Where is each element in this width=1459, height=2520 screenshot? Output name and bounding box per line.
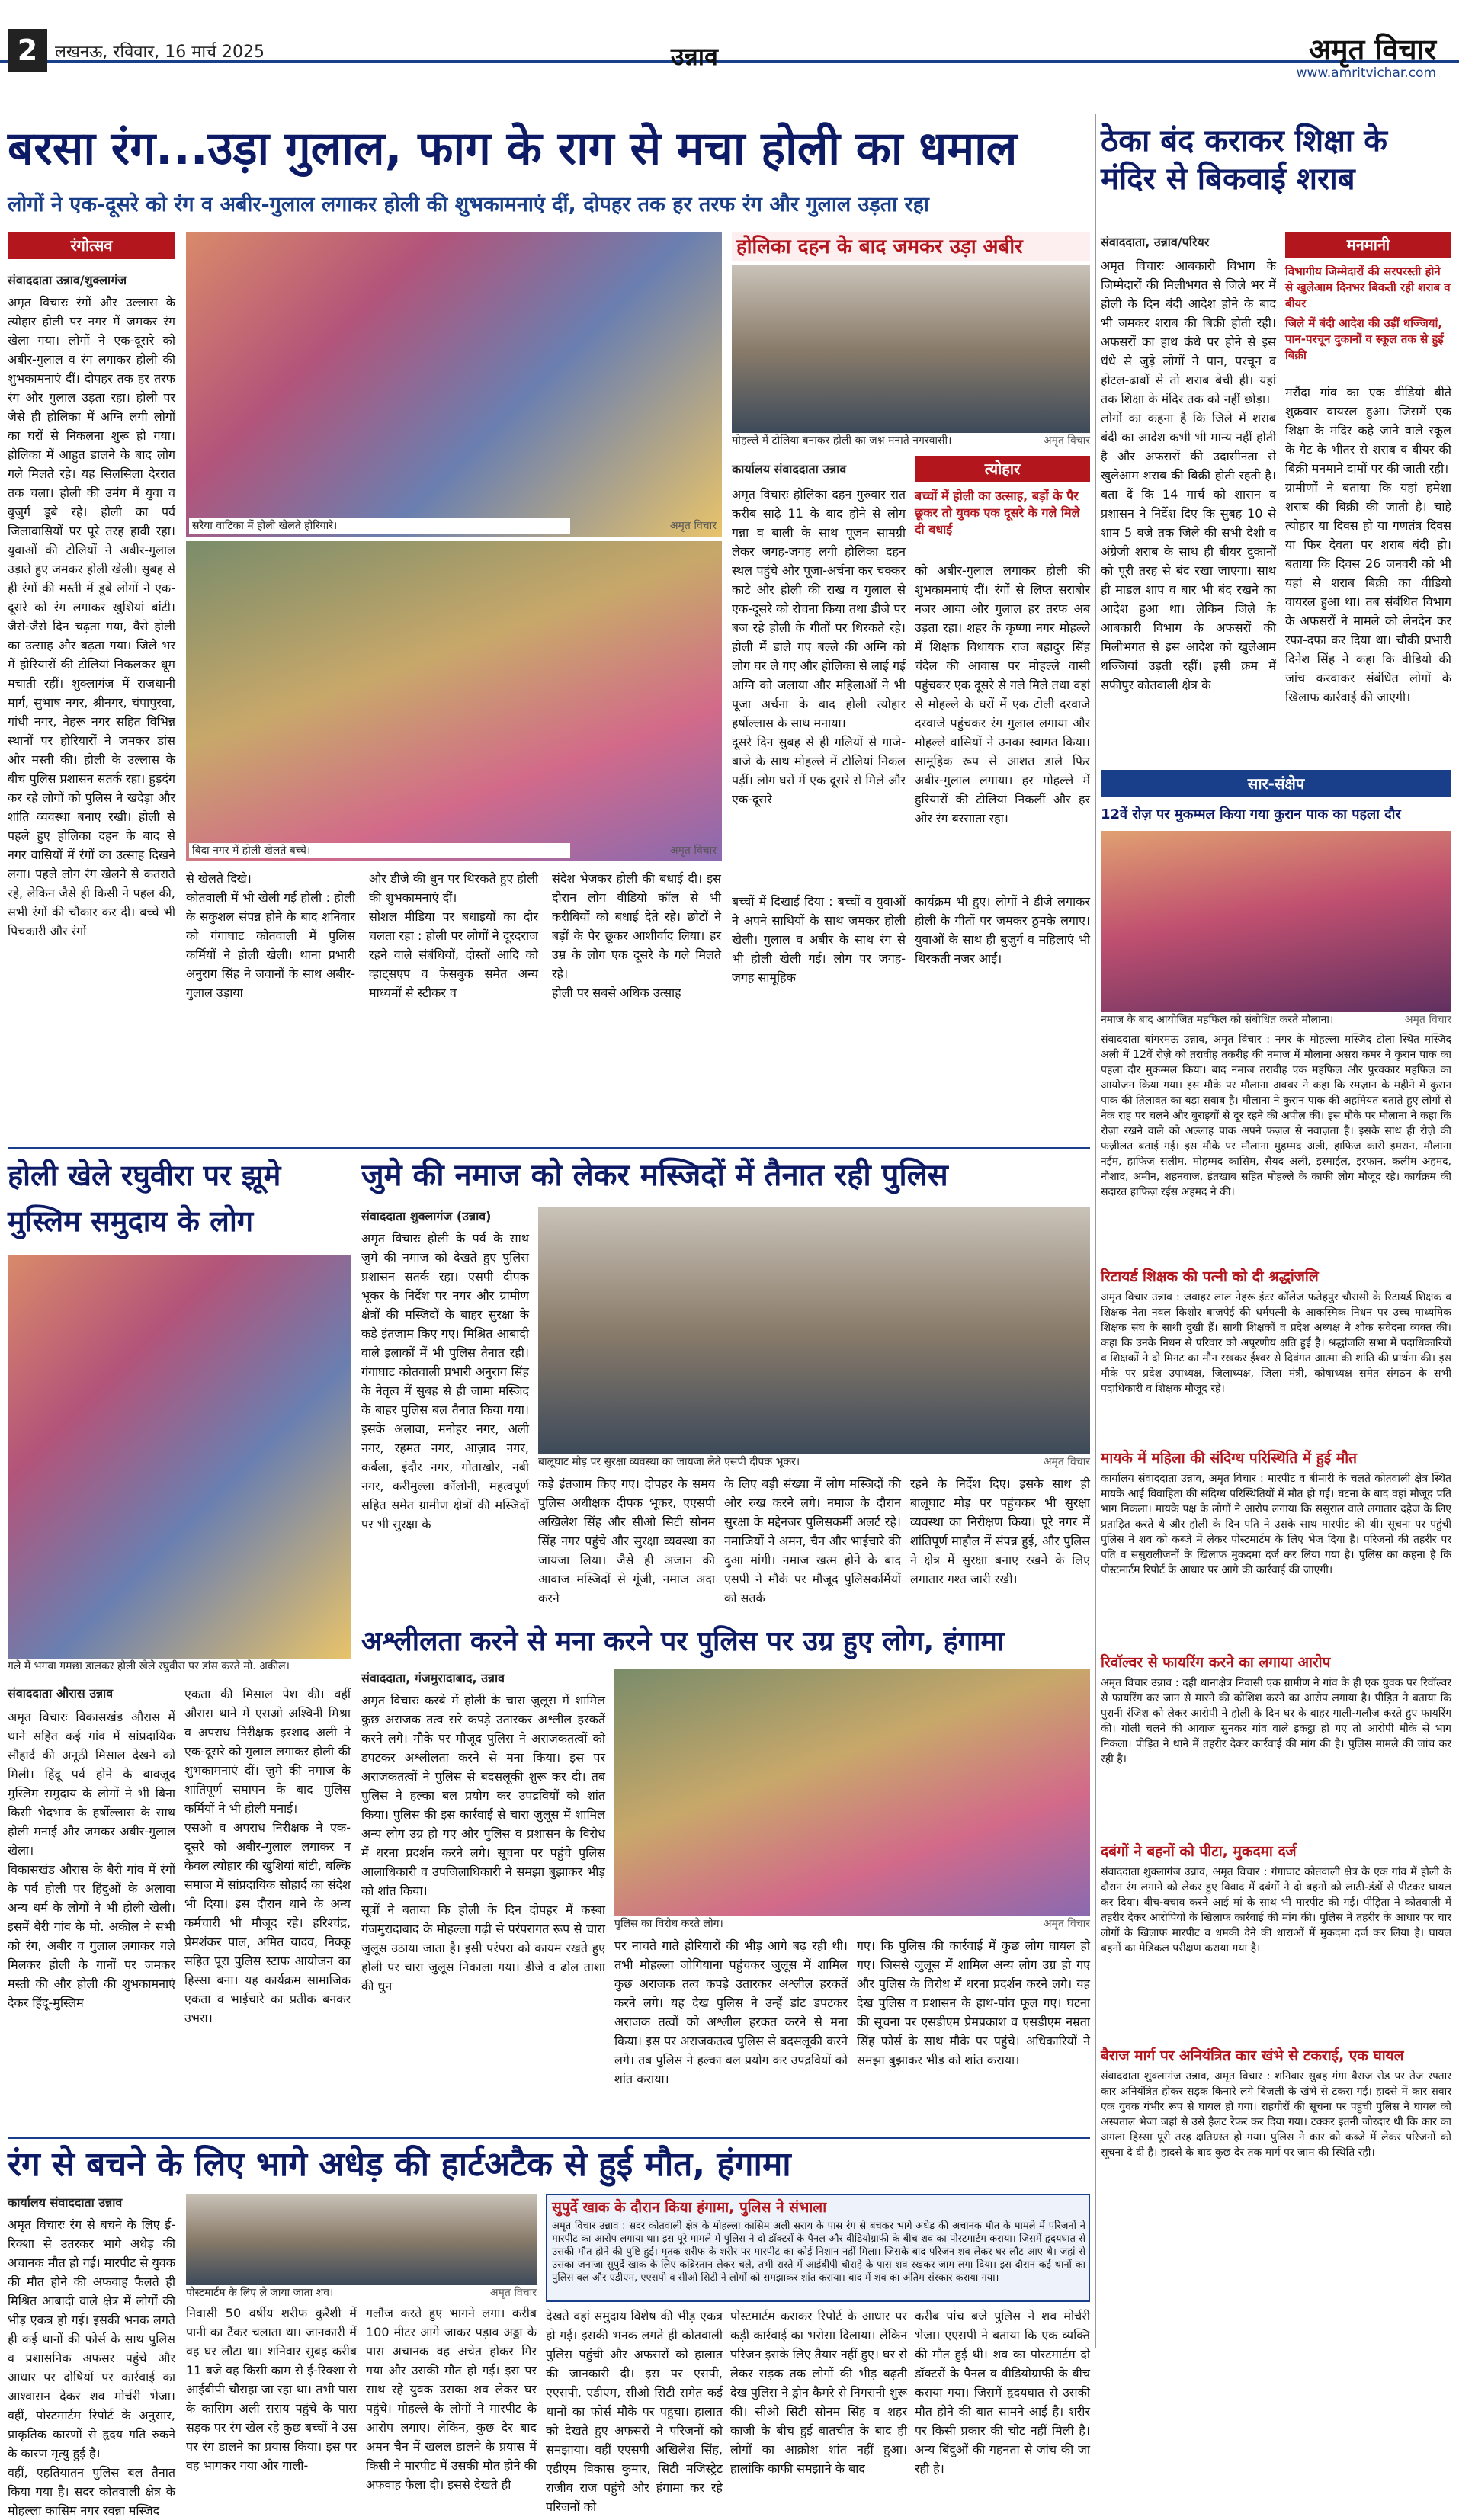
theka-tag: मनमानी — [1285, 232, 1451, 258]
section-divider — [8, 1147, 1090, 1149]
lead-byline: संवाददाता उन्नाव/शुक्लागंज — [8, 273, 127, 287]
saar-item-5-body: संवाददाता शुक्लागंज उन्नाव, अमृत विचार : गंगाघाट कोतवाली क्षेत्र के एक गांव में होली के दौरान रंग लगाने को लेकर हुए विवाद में दबंगों ने दो बहनों को लाठी-डंडों से पीटकर घायल कर दिया। बीच-बचाव करने आई मां के साथ भी मारपीट की गई। पीड़िता ने कोतवाली में तहरीर देकर आरोपियों के खिलाफ कार्रवाई की मांग की। पुलिस ने तहरीर के आधार पर चार लोगों के खिलाफ मारपीट व धमकी देने की धाराओं में मुकदमा दर्ज कर लिया है। घायल बहनों का मेडिकल परीक्षण कराया गया है। — [1101, 1866, 1451, 1954]
jume-col-4: रहने के निर्देश दिए। इसके साथ ही बालूघाट मोड़ पर पहुंचकर भी सुरक्षा व्यवस्था का निरीक्षण किया। पूरे नगर में शांतिपूर्ण माहौल में संपन्न हुई, और पुलिस ने क्षेत्र में सुरक्षा बनाए रखने के लिए लगातार गश्त जारी रखी। — [910, 1476, 1090, 1586]
theka-point-1: विभागीय जिम्मेदारों की सरपरस्ती होने से खुलेआम दिनभर बिकती रही शराब व बीयर — [1285, 265, 1451, 310]
heart-col-3: गलौज करते हुए भागने लगा। करीब 100 मीटर आगे जाकर पड़ाव अड्डा के पास अचानक वह अचेत होकर गिर गया और उसकी मौत हो गई। इस पर साथ रहे युवक उसका शव लेकर घर पहुंचे। मोहल्ले के लोगों ने मारपीट के आरोप लगाए। लेकिन, कुछ देर बाद अमन चैन में खलल डालने के प्रयास में किसी ने मारपीट में उसकी मौत होने की अफवाह फैला दी। इससे देखते ही — [366, 2306, 537, 2492]
heart-col-5: पोस्टमार्टम कराकर रिपोर्ट के आधार पर कड़ी कार्रवाई का भरोसा दिलाया। लेकिन परिजन इसके लिए तैयार नहीं हुए। घर से लेकर सड़क तक लोगों की भीड़ बढ़ती देख पुलिस ने ड्रोन कैमरे से निगरानी शुरू की। सीओ सिटी सोनम सिंह व शहर काजी के बीच हुई बातचीत के बाद ही लोगों का आक्रोश शांत नहीं हुआ। हालांकि काफी समझाने के बाद — [730, 2309, 907, 2476]
jume-col-3: के लिए बड़ी संख्या में लोग मस्जिदों की ओर रुख करने लगे। नमाज के दौरान सुरक्षा के मद्देनजर पुलिसकर्मी अलर्ट रहे। नमाजियों ने अमन, चैन और भाईचारे की दुआ मांगी। नमाज खत्म होने के बाद एसपी ने मौके पर मौजूद पुलिसकर्मियों को सतर्क — [724, 1476, 901, 1605]
section-divider — [8, 2137, 1090, 2139]
saar-item-4-headline: रिवॉल्वर से फायरिंग करने का लगाया आरोप — [1101, 1654, 1331, 1671]
theka-body: अमृत विचारः आबकारी विभाग के जिम्मेदारों की मिलीभगत से जिले भर में होली के दिन बंदी आदेश होने के बाद भी जमकर शराब की बिक्री होती रही। अफसरों का हाथ कंधे पर होने से इस धंधे से जुड़े लोगों ने पान, परचून व होटल-ढाबों से तो शराब बेची ही। यहां तक शिक्षा के मंदिर तक को नहीं छोड़ा। लोगों का कहना है कि जिले में शराब बंदी का आदेश कभी भी मान्य नहीं होती है और अफसरों की उदासीनता से खुलेआम शराब की बिक्री होती रहती है। बता दें कि 14 मार्च को शासन व प्रशासन ने निर्देश दिए कि सुबह 10 से शाम 5 बजे तक जिले की सभी देशी व अंग्रेजी शराब के साथ ही बीयर दुकानों को पूरी तरह से बंद रखा जाएगा। साथ ही माडल शाप व बार भी बंद रखने का आदेश हुआ था। लेकिन जिले के आबकारी विभाग के अफसरों की मिलीभगत से इस आदेश को खुलेआम धज्जियां उड़ती रहीं। इसी क्रम में सफीपुर कोतवाली क्षेत्र के — [1101, 258, 1276, 692]
theka-byline: संवाददाता, उन्नाव/परियर — [1101, 235, 1210, 249]
raghuveera-byline: संवाददाता औरास उन्नाव — [8, 1686, 114, 1701]
saar-item-1-headline: 12वें रोज़ पर मुकम्मल किया गया कुरान पाक का पहला दौर — [1101, 806, 1401, 822]
ashleel-photo-caption: पुलिस का विरोध करते लोग। — [614, 1916, 919, 1932]
jume-body: अमृत विचारः होली के पर्व के साथ जुमे की नमाज को देखते हुए पुलिस प्रशासन सतर्क रहा। एसपी दीपक भूकर के निर्देश पर नगर और ग्रामीण क्षेत्रों की मस्जिदों के बाहर सुरक्षा के कड़े इंतजाम किए गए। मिश्रित आबादी वाले इलाकों में भी पुलिस तैनात रही। गंगाघाट कोतवाली प्रभारी अनुराग सिंह के नेतृत्व में सुबह से ही जामा मस्जिद के बाहर पुलिस बल तैनात किया गया। इसके अलावा, मनोहर नगर, अली नगर, रहमत नगर, आज़ाद नगर, कर्बला, इंदौर नगर, गोताखोर, नबी नगर, करीमुल्ला कॉलोनी, महत्वपूर्ण सहित समेत ग्रामीण क्षेत्रों की मस्जिदों पर भी सुरक्षा के — [361, 1231, 529, 1531]
saar-item-3-body: कार्यालय संवाददाता उन्नाव, अमृत विचार : मारपीट व बीमारी के चलते कोतवाली क्षेत्र स्थित मायके आई विवाहिता की संदिग्ध परिस्थितियों में मौत हो गई। घटना के बाद वहां मौजूद पति भाग निकला। मायके पक्ष के लोगों ने आरोप लगाया कि ससुराल वाले लगातार दहेज के लिए प्रताड़ित करते थे और होली के दिन पति ने उसके साथ मारपीट की थी। सूचना पर पहुंची पुलिस ने शव को कब्जे में लेकर पोस्टमार्टम के लिए भेज दिया है। परिजनों की तहरीर पर पति व ससुरालीजनों के खिलाफ मुकदमा दर्ज कर लिया गया है। पुलिस का कहना है कि पोस्टमार्टम रिपोर्ट के आधार पर आगे की कार्रवाई की जाएगी। — [1101, 1473, 1451, 1576]
saar-item-3-headline: मायके में महिला की संदिग्ध परिस्थिति में हुई मौत — [1101, 1450, 1357, 1467]
saar-item-2-headline: रिटायर्ड शिक्षक की पत्नी को दी श्रद्धांजलि — [1101, 1268, 1319, 1285]
lead-col-2: से खेलते दिखे। कोतवाली में भी खेली गई होली : होली के सकुशल संपन्न होने के बाद शनिवार को गंगाघाट कोतवाली में पुलिस कर्मियों ने होली खेली। थाना प्रभारी अनुराग सिंह ने जवानों के साथ अबीर-गुलाल उड़ाया — [186, 871, 355, 1000]
raghuveera-headline: होली खेले रघुवीरा पर झूमे मुस्लिम समुदाय के लोग — [8, 1159, 281, 1238]
saar-item-6-body: संवाददाता शुक्लागंज उन्नाव, अमृत विचार : शनिवार सुबह गंगा बैराज रोड पर तेज रफ्तार कार अनियंत्रित होकर सड़क किनारे लगे बिजली के खंभे से टकरा गई। हादसे में कार सवार एक युवक गंभीर रूप से घायल हो गया। राहगीरों की सूचना पर पहुंची पुलिस ने घायल को अस्पताल भेजा जहां से उसे हैलट रेफर कर दिया गया। टक्कर इतनी जोरदार थी कि कार का अगला हिस्सा पूरी तरह क्षतिग्रस्त हो गया। पुलिस ने कार को कब्जे में लेकर परिजनों को सूचना दे दी है। हादसे के बाद कुछ देर तक मार्ग पर जाम की स्थिति रही। — [1101, 2070, 1451, 2159]
jume-photo-caption: बालूघाट मोड़ पर सुरक्षा व्यवस्था का जायजा लेते एसपी दीपक भूकर। — [538, 1454, 950, 1470]
ashleel-col-2: पर नाचते गाते होरियारों की भीड़ आगे बढ़ रही थी। तभी मोहल्ला जोगियाना पहुंचकर जुलूस में शामिल कुछ अराजक तत्व कपड़े उतारकर अश्लील हरकतें करने लगे। यह देख पुलिस ने उन्हें डांट डपटकर अराजक तत्वों को अश्लील हरकत करने से मना किया। इस पर अराजकतत्व पुलिस से बदसलूकी करने लगे। तब पुलिस ने हल्का बल प्रयोग कर उपद्रवियों को शांत कराया। — [614, 1938, 848, 2086]
raghuveera-col-1: अमृत विचारः विकासखंड औरास में थाने सहित कई गांव में सांप्रदायिक सौहार्द की अनूठी मिसाल देखने को मिली। हिंदू पर्व होने के बावजूद मुस्लिम समुदाय के लोगों ने भी बिना किसी भेदभाव के हर्षोल्लास के साथ होली मनाई और जमकर अबीर-गुलाल खेला। विकासखंड औरास के बैरी गांव में रंगों के पर्व होली पर हिंदुओं के अलावा अन्य धर्म के लोगों ने भी होली खेली। इसमें बैरी गांव के मो. अकील ने सभी को रंग, अबीर व गुलाल लगाकर गले मिलकर होली के गानों पर जमकर मस्ती की और होली की शुभकामनाएं देकर हिंदू-मुस्लिम — [8, 1710, 175, 2010]
holika-col-1: अमृत विचारः होलिका दहन गुरुवार रात करीब साढ़े 11 के बाद होने से लोग गन्ना व बाली के साथ पूजन सामग्री लेकर जगह-जगह लगी होलिका दहन स्थल पहुंचे और पूजा-अर्चना कर चक्कर काटे और होली की राख व गुलाल से एक-दूसरे को रोचना किया तथा डीजे पर बज रहे होली के गीतों पर थिरकते रहे। होली में डाले गए बल्ले की अग्नि को लोग घर ले गए और होलिका से लाई गई अग्नि को जलाया और महिलाओं ने भी पूजा अर्चना के बाद होली त्योहार हर्षोल्लास के साथ मनाया। दूसरे दिन सुबह से ही गलियों से गाजे-बाजे के साथ मोहल्ले में टोलियां निकल पड़ीं। लोग घरों में एक दूसरे से मिले और एक-दूसरे — [732, 487, 906, 806]
saar-item-6-headline: बैराज मार्ग पर अनियंत्रित कार खंभे से टकराई, एक घायल — [1101, 2047, 1404, 2064]
ashleel-col-3: गए। कि पुलिस की कार्रवाई में कुछ लोग घायल हो गए। जिससे जुलूस में शामिल अन्य लोग उग्र हो गए और पुलिस के विरोध में धरना प्रदर्शन करने लगे। यह देख पुलिस व प्रशासन के हाथ-पांव फूल गए। घटना की सूचना पर एसडीएम प्रेमप्रकाश व एसडीएम नम्रता सिंह फोर्स के साथ मौके पर पहुंचे। अधिकारियों ने समझा बुझाकर भीड़ को शांत कराया। — [857, 1938, 1090, 2067]
saar-item-1-credit: अमृत विचार — [1404, 1014, 1451, 1026]
raghuveera-photo-caption: गले में भगवा गमछा डालकर होली खेले रघुवीरा पर डांस करते मो. अकील। — [8, 1659, 351, 1674]
saar-item-1-photo — [1101, 831, 1451, 1012]
lead-photo-1-credit: अमृत विचार — [669, 520, 717, 532]
holika-pullquote: बच्चों में होली का उत्साह, बड़ों के पैर छूकर तो युवक एक दूसरे के गले मिले दी बधाई — [915, 489, 1080, 537]
heart-photo-credit: अमृत विचार — [489, 2287, 537, 2299]
holika-photo-caption: मोहल्ले में टोलिया बनाकर होली का जश्न मनाते नगरवासी। — [732, 433, 991, 448]
jume-byline: संवाददाता शुक्लागंज (उन्नाव) — [361, 1209, 492, 1223]
holika-col-4: कार्यक्रम भी हुए। लोगों ने डीजे लगाकर होली के गीतों पर जमकर ठुमके लगाए। युवाओं के साथ ही बुजुर्ग व महिलाएं भी थिरकती नजर आईं। — [915, 894, 1090, 966]
jume-headline: जुमे की नमाज को लेकर मस्जिदों में तैनात रही पुलिस — [361, 1158, 948, 1193]
heart-photo — [186, 2194, 537, 2285]
holika-photo — [732, 265, 1090, 433]
lead-photo-2 — [186, 541, 722, 861]
heart-col-2: निवासी 50 वर्षीय शरीफ कुरैशी में पानी का टैंकर चलाता था। जानकारी में वह घर लौटा था। शनिवार सुबह करीब 11 बजे वह किसी काम से ई-रिक्शा से आईबीपी चौराहा जा रहा था। तभी पास के कासिम अली सराय पहुंचे के पास सड़क पर रंग खेल रहे कुछ बच्चों ने उस पर रंग डालने का प्रयास किया। इस पर वह भागकर गया और गाली- — [186, 2306, 357, 2473]
ashleel-col-1: अमृत विचारः कस्बे में होली के चारा जुलूस में शामिल कुछ अराजक तत्व सरे कपड़े उतारकर अश्लील हरकतें करने लगे। मौके पर मौजूद पुलिस ने अराजकतत्वों को डपटकर अश्लीलता करने से मना किया। इस पर अराजकतत्वों ने पुलिस से बदसलूकी शुरू कर दी। तब पुलिस ने हल्का बल प्रयोग कर उपद्रवियों को शांत किया। पुलिस की इस कार्रवाई से चारा जुलूस में शामिल अन्य लोग उग्र हो गए और पुलिस व प्रशासन के विरोध में धरना प्रदर्शन करने लगे। सूचना पर पहुंचे पुलिस आलाधिकारी व उपजिलाधिकारी ने समझा बुझाकर भीड़ को शांत किया। सूत्रों ने बताया कि होली के दिन दोपहर में कस्बा गंजमुरादाबाद के मोहल्ला गढ़ी से परंपरागत रूप से चारा जुलूस उठाया जाता है। इसी परंपरा को कायम रखते हुए होली पर चारा जुलूस निकाला गया। डीजे व ढोल ताशा की धुन — [361, 1693, 605, 1993]
lead-subheadline: लोगों ने एक-दूसरे को रंग व अबीर-गुलाल लगाकर होली की शुभकामनाएं दीं, दोपहर तक हर तरफ रंग और गुलाल उड़ता रहा — [8, 193, 929, 216]
holika-title: होलिका दहन के बाद जमकर उड़ा अबीर — [736, 236, 1023, 258]
saar-item-4-body: अमृत विचार उन्नाव : दही थानाक्षेत्र निवासी एक ग्रामीण ने गांव के ही एक युवक पर रिवॉल्वर से फायरिंग कर जान से मारने की कोशिश करने का आरोप लगाया है। पीड़ित ने बताया कि पुरानी रंजिश को लेकर आरोपी ने होली के दिन घर के बाहर गाली-गलौज करते हुए फायरिंग की। गोली चलने की आवाज सुनकर गांव वाले इकट्ठा हो गए तो आरोपी मौके से भाग निकला। पीड़ित ने थाने में तहरीर देकर कार्रवाई की मांग की है। पुलिस मामले की जांच कर रही है। — [1101, 1677, 1451, 1765]
jume-photo — [538, 1207, 1090, 1454]
lead-photo-1-caption: सरैया वाटिका में होली खेलते होरियारे। — [189, 518, 570, 534]
theka-body-2: मरौंदा गांव का एक वीडियो बीते शुक्रवार वायरल हुआ। जिसमें एक शिक्षा के मंदिर कहे जाने वाले स्कूल के गेट के भीतर से शराब व बीयर की बिक्री मनमाने दामों पर की जाती रही। ग्रामीणों ने बताया कि यहां हमेशा शराब की बिक्री की जाती है। चाहे त्योहार या दिवस हो या गणतंत्र दिवस या फिर देवता पर शराब बंदी हो। बताया कि दिवस 26 जनवरी को भी यहां से शराब बिक्री का वीडियो वायरल हुआ था। तब संबंधित विभाग के अफसरों ने मामले को लेनदेन कर रफा-दफा कर दिया था। चौकी प्रभारी दिनेश सिंह ने कहा कि वीडियो की जांच करवाकर संबंधित लोगों के खिलाफ कार्रवाई की जाएगी। — [1285, 385, 1451, 704]
lead-photo-1 — [186, 232, 722, 537]
saar-item-5-headline: दबंगों ने बहनों को पीटा, मुकदमा दर्ज — [1101, 1843, 1297, 1860]
lead-col-4: संदेश भेजकर होली की बधाई दी। इस दौरान लोग वीडियो कॉल से भी करीबियों को बधाई देते रहे। छोटों ने बड़ों के पैर छूकर आशीर्वाद लिया। हर उम्र के लोग एक दूसरे के गले मिलते रहे। होली पर सबसे अधिक उत्साह — [552, 871, 721, 1000]
lead-headline: बरसा रंग...उड़ा गुलाल, फाग के राग से मचा होली का धमाल — [8, 122, 1018, 175]
ashleel-photo-credit: अमृत विचार — [1043, 1918, 1090, 1930]
heart-photo-caption: पोस्टमार्टम के लिए ले जाया जाता शव। — [186, 2285, 430, 2300]
ashleel-headline: अश्लीलता करने से मना करने पर पुलिस पर उग्र हुए लोग, हंगामा — [361, 1626, 1005, 1657]
holika-tag: त्योहार — [915, 456, 1090, 482]
lead-photo-2-credit: अमृत विचार — [669, 845, 717, 857]
holika-byline: कार्यालय संवाददाता उन्नाव — [732, 462, 847, 476]
holika-col-3: बच्चों में दिखाई दिया : बच्चों व युवाओं ने अपने साथियों के साथ जमकर होली खेली। गुलाल व अबीर के साथ रंग से भी होली खेली गई। लोग पर जगह-जगह सामूहिक — [732, 894, 906, 985]
heart-col-4: देखते वहां समुदाय विशेष की भीड़ एकत्र हो गई। इसकी भनक लगते ही कोतवाली पुलिस पहुंची और अफसरों को हालात की जानकारी दी। इस पर एसपी, एएसपी, एडीएम, सीओ सिटी समेत कई थानों का फोर्स मौके पर पहुंचा। हालात को देखते हुए अफसरों ने परिजनों को समझाया। वहीं एएसपी अखिलेश सिंह, एडीएम विकास कुमार, सिटी मजिस्ट्रेट राजीव राज पहुंचे और हंगामा कर रहे परिजनों को — [546, 2309, 723, 2514]
ashleel-byline: संवाददाता, गंजमुरादाबाद, उन्नाव — [361, 1671, 505, 1685]
dateline: लखनऊ, रविवार, 16 मार्च 2025 — [55, 43, 265, 62]
heart-col-6: करीब पांच बजे पुलिस ने शव मोर्चरी भेजा। एएसपी ने बताया कि एक व्यक्ति की मौत हुई थी। शव का पोस्टमार्टम दो डॉक्टरों के पैनल व वीडियोग्राफी के बीच कराया गया। जिसमें हृदयघात से उसकी मौत होने की बात सामने आई है। शरीर पर किसी प्रकार की चोट नहीं मिली है। अन्य बिंदुओं की गहनता से जांच की जा रही है। — [915, 2309, 1090, 2476]
ashleel-photo — [614, 1669, 1090, 1916]
theka-headline: ठेका बंद कराकर शिक्षा के मंदिर से बिकवाई शराब — [1101, 123, 1387, 197]
theka-point-2: जिले में बंदी आदेश की उड़ीं धज्जियां, पान-परचून दुकानों व स्कूल तक से हुई बिक्री — [1285, 316, 1444, 362]
jume-col-2: कड़े इंतजाम किए गए। दोपहर के समय पुलिस अधीक्षक दीपक भूकर, एएसपी अखिलेश सिंह और सीओ सिटी सोनम सिंह नगर पहुंचे और सुरक्षा व्यवस्था का जायजा लिया। जैसे ही अजान की आवाज मस्जिदों से गूंजी, नमाज अदा करने — [538, 1476, 715, 1605]
saar-item-2-body: अमृत विचार उन्नाव : जवाहर लाल नेहरू इंटर कॉलेज फतेहपुर चौरासी के रिटायर्ड शिक्षक व शिक्षक नेता नवल किशोर बाजपेई की धर्मपत्नी के आकस्मिक निधन पर उच्च माध्यमिक शिक्षक संघ के साथी दुखी हैं। साथी शिक्षकों व प्रदेश अध्यक्ष ने शोक संवेदना व्यक्त की। कहा कि उनके निधन से परिवार को अपूरणीय क्षति हुई है। श्रद्धांजलि सभा में पदाधिकारियों व शिक्षकों ने दो मिनट का मौन रखकर ईश्वर से दिवंगत आत्मा की शांति की प्रार्थना की। इस मौके पर प्रदेश उपाध्यक्ष, जिलाध्यक्ष, जिला मंत्री, कोषाध्यक्ष समेत संगठन के सभी पदाधिकारी व शिक्षक मौजूद रहे। — [1101, 1291, 1451, 1395]
heart-headline: रंग से बचने के लिए भागे अधेड़ की हार्टअटैक से हुई मौत, हंगामा — [8, 2145, 791, 2184]
holika-photo-credit: अमृत विचार — [1043, 434, 1090, 447]
page-number: 2 — [8, 29, 47, 72]
section-name: उन्नाव — [671, 42, 718, 71]
saar-item-1-body: संवाददाता बांगरमऊ उन्नाव, अमृत विचार : नगर के मोहल्ला मस्जिद टोला स्थित मस्जिद अली में 12वें रोज़े को तरावीह तकरीह की नमाज में मौलाना असरा कमर ने कुरान पाक का पहला दौर मुकम्मल किया। बाद नमाज तरावीह एक महफिल और पुरवकार महफिल का आयोजन किया गया। इस मौके पर मौलाना अक्बर ने कहा कि रमज़ान के महीने में कुरान पाक की तिलावत का बड़ा सवाब है। मौलाना ने कुरान पाक की अहमियत बताते हुए लोगों से नेक राह पर चलने और बुराइयों से दूर रहने की अपील की। इस मौके पर मौलाना ने कहा कि रोज़ा रखने वाले को अल्लाह पाक अपने फज़ल से नवाज़ता है। इसके साथ ही रोज़े की फज़ीलत बताई गई। इस मौके पर मौलाना मुहम्मद अली, हाफिज कारी इमरान, मौलाना नईम, हाफिज सलीम, मोहम्मद कासिम, सैयद अली, इस्माईल, इरफान, कलीम अहमद, नौशाद, अमीन, शहनवाज, इंतखाब सहित मोहल्ले के काफी लोग मौजूद रहे। कार्यक्रम की सदारत हाफिज़ रईस अहमद ने की। — [1101, 1034, 1451, 1198]
lead-photo-2-caption: बिदा नगर में होली खेलते बच्चे। — [189, 843, 570, 858]
column-divider — [1095, 114, 1096, 2348]
raghuveera-col-2: एकता की मिसाल पेश की। वहीं औरास थाने में एसओ अश्विनी मिश्रा व अपराध निरीक्षक इरशाद अली ने एक-दूसरे को गुलाल लगाकर होली की शुभकामनाएं दीं। जुमे की नमाज के शांतिपूर्ण समापन के बाद पुलिस कर्मियों ने भी होली मनाई। एसओ व अपराध निरीक्षक ने एक-दूसरे को अबीर-गुलाल लगाकर न केवल त्योहार की खुशियां बांटी, बल्कि समाज में सांप्रदायिक सौहार्द का संदेश भी दिया। इस दौरान थाने के अन्य कर्मचारी भी मौजूद रहे। हरिश्चंद्र, प्रेमशंकर पाल, अमित यादव, निक्कू सहित पूरा पुलिस स्टाफ आयोजन का हिस्सा बना। यह कार्यक्रम सामाजिक एकता व भाईचारे का प्रतीक बनकर उभरा। — [184, 1687, 351, 2025]
website-link[interactable]: www.amritvichar.com — [1296, 66, 1436, 81]
heart-sidebox-title: सुपुर्दे खाक के दौरान किया हंगामा, पुलिस ने संभाला — [552, 2199, 827, 2216]
saar-item-1-caption: नमाज के बाद आयोजित महफिल को संबोधित करते मौलाना। — [1101, 1012, 1360, 1028]
brand-logo: अमृत विचार — [1308, 33, 1436, 66]
raghuveera-photo — [8, 1255, 351, 1659]
heart-byline: कार्यालय संवाददाता उन्नाव — [8, 2195, 123, 2210]
saar-tag: सार-संक्षेप — [1101, 770, 1451, 797]
lead-tag: रंगोत्सव — [8, 232, 175, 259]
jume-photo-credit: अमृत विचार — [1043, 1456, 1090, 1468]
lead-col-3: और डीजे की धुन पर थिरकते हुए होली की शुभकामनाएं दीं। सोशल मीडिया पर बधाइयों का दौर चलता रहा : होली पर लोगों ने दूरदराज रहने वाले संबंधियों, दोस्तों आदि को व्हाट्सएप व फेसबुक समेत अन्य माध्यमों से स्टीकर व — [369, 871, 538, 1000]
heart-sidebox-body: अमृत विचार उन्नाव : सदर कोतवाली क्षेत्र के मोहल्ला कासिम अली सराय के पास रंग से बचकर भागे अधेड़ की अचानक मौत के मामले में परिजनों ने मारपीट का आरोप लगाया था। इस पूरे मामले में पुलिस ने दो डॉक्टरों के पैनल और वीडियोग्राफी के बीच शव का पोस्टमार्टम कराया। जिसमें हृदयघात से उसकी मौत होने की पुष्टि हुई। मृतक शरीफ के शरीर पर मारपीट का कोई निशान नहीं मिला। जिसके बाद परिजन शव लेकर घर लौट आए थे। जहां से उसका जनाजा सुपुर्दे खाक के लिए कब्रिस्तान लेकर चले, तभी रास्ते में आईबीपी चौराहे के पास शव रखकर जाम लगा दिया। इस दौरान कई थानों का पुलिस बल और एडीएम, एएसपी व सीओ सिटी ने लोगों को समझाकर शांत कराया। बाद में शव का अंतिम संस्कार कराया गया। — [552, 2220, 1085, 2284]
lead-body: अमृत विचारः रंगों और उल्लास के त्योहार होली पर नगर में जमकर रंग खेला गया। लोगों ने एक-दूसरे को अबीर-गुलाल व रंग लगाकर होली की शुभकामनाएं दीं। दोपहर तक हर तरफ रंग और गुलाल उड़ता रहा। होली पर जैसे ही होलिका में अग्नि लगी लोगों का घरों से निकलना शुरू हो गया। होलिका में आहुत डालने के बाद लोग गले मिलते रहे। यह सिलसिला देररात तक चला। होली की उमंग में युवा व बुजुर्ग डूबे रहे। होली का पर्व जिलावासियों पर पूरे तरह हावी रहा। युवाओं की टोलियों ने अबीर-गुलाल उड़ाते हुए जमकर होली खेली। सुबह से ही रंगों की मस्ती में डूबे लोगों ने एक-दूसरे को रंग लगाकर खुशियां बांटी। जैसे-जैसे दिन चढ़ता गया, वैसे होली का उत्साह और बढ़ता गया। जिले भर में होरियारों की टोलियां निकलकर धूम मचाती रहीं। शुक्लागंज में राजधानी मार्ग, सुभाष नगर, श्रीनगर, चंपापुरवा, गांधी नगर, नेहरू नगर सहित विभिन्न स्थानों पर होरियारों ने जमकर डांस और मस्ती की। होली के उल्लास के बीच पुलिस प्रशासन सतर्क रहा। हुड़दंग कर रहे लोगों को पुलिस ने खदेड़ा और शांति व्यवस्था बनाए रखी। होली से पहले हुए होलिका दहन के बाद से नगर वासियों में रंगों का उत्साह दिखने लगा। पहले लोग रंग खेलने से कतराते रहे, लेकिन जैसे ही किसी ने पहल की, सभी रंगों की चौकार कर दी। बच्चे भी पिचकारी और रंगों — [8, 295, 175, 938]
holika-col-2: को अबीर-गुलाल लगाकर होली की शुभकामनाएं दीं। रंगों से लिप्त सराबोर नजर आया और गुलाल हर तरफ अब उड़ता रहा। शहर के कृष्णा नगर मोहल्ले में शिक्षक विधायक राज बहादुर सिंह चंदेल की आवास पर मोहल्ले वासी पहुंचकर एक दूसरे से गले मिले तथा वहां से मोहल्ले के घरों में एक टोली दरवाजे दरवाजे पहुंचकर रंग गुलाल लगाया और मोहल्ले वासियों ने उनका स्वागत किया। सामूहिक रूप से आशत डाले फिर अबीर-गुलाल लगाया। हर मोहल्ले में हुरियारों की टोलियां निकलीं और हर ओर रंग बरसाता रहा। — [915, 563, 1090, 826]
heart-col-1: अमृत विचारः रंग से बचने के लिए ई-रिक्शा से उतरकर भागे अधेड़ की अचानक मौत हो गई। मारपीट से युवक की मौत होने की अफवाह फैलते ही मिश्रित आबादी वाले क्षेत्र में लोगों की भीड़ एकत्र हो गई। इसकी भनक लगते ही कई थानों की फोर्स के साथ पुलिस व प्रशासनिक अफसर पहुंचे और आधार पर दोषियों पर कार्रवाई का आश्वासन देकर शव मोर्चरी भेजा। वहीं, पोस्टमार्टम रिपोर्ट के अनुसार, प्राकृतिक कारणों से हृदय गति रुकने के कारण मृत्यु हुई है। वहीं, एहतियातन पुलिस बल तैनात किया गया है। सदर कोतवाली क्षेत्र के मोहल्ला कासिम नगर रवन्ना मस्जिद — [8, 2217, 175, 2518]
